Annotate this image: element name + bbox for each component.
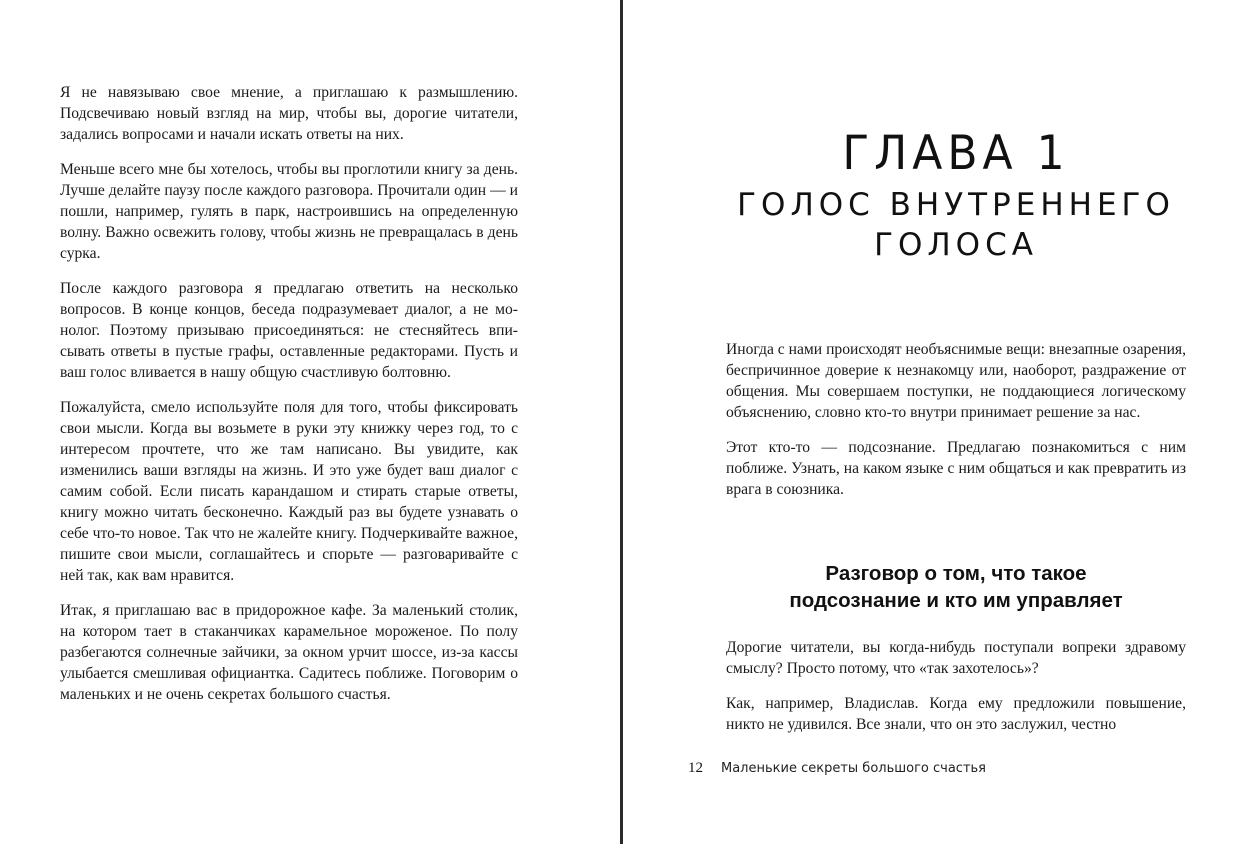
chapter-subtitle-line-1: ГОЛОС ВНУТРЕННЕГО [737, 187, 1175, 223]
body-paragraph-1: Дорогие читатели, вы когда-нибудь поступали вопреки здравому смыслу? Просто потому, что «так захотелось»? [726, 639, 1186, 677]
section-heading [726, 560, 1186, 614]
section-heading-line-1: Разговор о том, что такое [825, 562, 1087, 585]
intro-paragraph-2: Этот кто-то — подсознание. Предлагаю познакомиться с ним поближе. Узнать, на каком языке с ним общаться и как превратить из врага в союзника. [726, 439, 1186, 498]
left-paragraph-1: Я не навязываю свое мнение, а приглашаю к размышлению. Подсвечиваю новый взгляд на мир, чтобы вы, дорогие читатели, задались вопросами и начали искать ответы на них. [60, 84, 518, 143]
left-paragraph-5: Итак, я приглашаю вас в придорожное кафе. За маленький столик, на котором тает в стаканчиках карамельное мороженое. По полу разбегаются солнечные зайчики, за окном урчит шоссе, из-за кассы улыбается смешливая официантка. Садитесь поближе. Поговорим о маленьких и не очень секретах большого счастья. [60, 602, 518, 703]
running-title: Маленькие секреты большого счастья [721, 761, 987, 776]
chapter-subtitle-line-2: ГОЛОСА [874, 227, 1038, 263]
left-paragraph-2: Меньше всего мне бы хотелось, чтобы вы проглотили книгу за день. Лучше делайте паузу после каждого разговора. Прочитали один — и пошли, например, гулять в парк, настроившись на определенную волну. Важно освежить голову, чтобы жизнь не превращалась в день сурка. [60, 161, 518, 262]
page-footer [688, 760, 986, 777]
chapter-title: ГЛАВА 1 [842, 125, 1070, 181]
chapter-subtitle [726, 185, 1186, 265]
left-page [60, 82, 518, 719]
left-paragraph-4: Пожалуйста, смело используйте поля для того, чтобы фиксировать свои мысли. Когда вы возьмете в руки эту книжку через год, то с интересом прочтете, что же там написано. Вы увидите, как изменились ваши взгляды на жизнь. И это уже будет ваш диалог с самим собой. Если писать карандашом и стирать старые ответы, книгу можно читать бесконечно. Каждый раз вы будете узнавать о себе что-то новое. Так что не жалейте книгу. Подчеркивайте важное, пишите свои мысли, соглашайтесь и спорьте — разговаривайте с ней так, как вам нравится. [60, 399, 518, 584]
section-body [726, 637, 1186, 749]
left-paragraph-3: После каждого разговора я предлагаю ответить на несколько вопросов. В конце концов, беседа подразумевает диалог, а не монолог. Поэтому призываю присоединяться: не стесняйтесь вписывать ответы в пустые графы, оставленные редакторами. Пусть и ваш голос вливается в нашу общую счастливую болтовню. [60, 280, 518, 381]
page-number: 12 [688, 760, 703, 776]
page-spine-divider [620, 0, 623, 844]
right-page [726, 0, 1186, 844]
chapter-intro [726, 339, 1186, 514]
body-paragraph-2: Как, например, Владислав. Когда ему предложили повышение, никто не удивился. Все знали, что он это заслужил, честно [726, 695, 1186, 733]
section-heading-line-2: подсознание и кто им управляет [789, 589, 1123, 612]
intro-paragraph-1: Иногда с нами происходят необъяснимые вещи: внезапные озарения, беспричинное доверие к незнакомцу или, наоборот, раздражение от общения. Мы совершаем поступки, не поддающиеся логическому объяснению, словно кто-то внутри принимает решение за нас. [726, 341, 1186, 421]
